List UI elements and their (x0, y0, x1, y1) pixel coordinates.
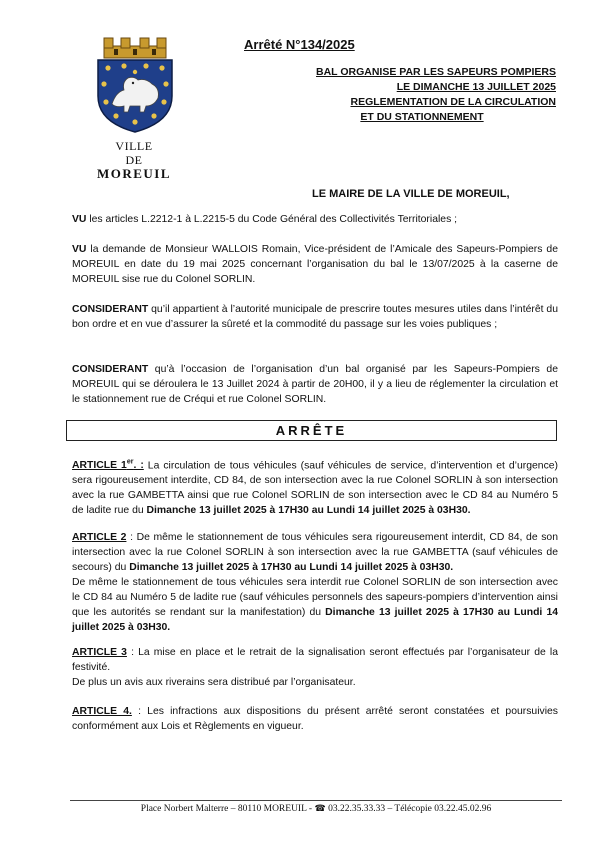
mural-crown (104, 38, 166, 58)
crest-logo (94, 36, 176, 134)
arrete-title: ARRÊTE (275, 423, 348, 438)
considerant-text: qu’à l’occasion de l’organisation d’un bal organisé par les Sapeurs-Pompiers de MOREUIL qui se déroulera le 13 Juillet 2024 à partir de 20H00, il y a lieu de réglementer la circulation et le stationnement rue de Créqui et rue Colonel SORLIN. (72, 364, 558, 405)
footer-address (70, 803, 562, 814)
article-3 (72, 645, 558, 690)
article-1-text: La circulation de tous véhicules (sauf véhicules de service, d’intervention et d’urgence) sera rigoureusement interdite, CD 84, de son intersection avec la rue Colonel SORLIN à son intersection avec la rue GAMBETTA ainsi que rue Colonel SORLIN de son intersection avec le CD 84 au Numéro 5 de ladite rue du (72, 460, 558, 517)
footer-divider (70, 800, 562, 801)
vu-paragraph-1 (72, 212, 558, 227)
phone-icon: ☎ (314, 803, 326, 813)
vu-keyword: VU (72, 244, 87, 255)
maire-heading: LE MAIRE DE LA VILLE DE MOREUIL, (312, 188, 510, 200)
article-2-dates: Dimanche 13 juillet 2025 à 17H30 au Lundi 14 juillet 2025 à 03H30. (129, 562, 454, 573)
town-line-ville: VILLE (115, 139, 153, 153)
header-line-1: BAL ORGANISE PAR LES SAPEURS POMPIERS (316, 66, 556, 78)
article-1 (72, 455, 558, 518)
vu-paragraph-2 (72, 242, 558, 287)
article-3-label: ARTICLE 3 (72, 647, 127, 658)
vu-keyword: VU (72, 214, 87, 225)
article-1-dates: Dimanche 13 juillet 2025 à 17H30 au Lundi 14 juillet 2025 à 03H30. (146, 505, 471, 517)
header-line-3: REGLEMENTATION DE LA CIRCULATION (350, 96, 556, 108)
article-2-text: : De même le stationnement de tous véhicules sera rigoureusement interdit, CD 84, de son intersection avec la rue Colonel SORLIN à son intersection avec la rue GAMBETTA (sauf véhicules de secours) du (72, 532, 558, 573)
vu-text: les articles L.2212-1 à L.2215-5 du Code Général des Collectivités Territoriales ; (86, 214, 458, 225)
considerant-paragraph-1 (72, 302, 558, 332)
footer-phone-text: 03.22.35.33.33 – Télécopie 03.22.45.02.96 (325, 804, 492, 814)
article-3-text-2: De plus un avis aux riverains sera distribué par l’organisateur. (72, 677, 356, 688)
footer-address-text: Place Norbert Malterre – 80110 MOREUIL - (140, 804, 315, 814)
arrete-number: Arrêté N°134/2025 (244, 37, 355, 52)
article-2-dates-2: Dimanche 13 juillet 2025 à 17H30 au Lundi 14 juillet 2025 à 03H30. (72, 607, 559, 633)
article-4 (72, 704, 558, 734)
considerant-keyword: CONSIDERANT (72, 364, 149, 375)
town-line-de: DE (125, 153, 143, 167)
considerant-text: qu’il appartient à l’autorité municipale de prescrire toutes mesures utiles dans l’intérêt du bon ordre et en vue d’assurer la sûreté et la commodité du passage sur les voies publiques ; (72, 304, 558, 330)
town-line-moreuil: MOREUIL (96, 166, 172, 181)
article-4-text: : Les infractions aux dispositions du présent arrêté seront constatées et poursuivies conformément aux Lois et Règlements en vigueur. (72, 706, 558, 732)
article-2-label: ARTICLE 2 (72, 532, 127, 543)
article-2 (72, 530, 558, 635)
header-line-4: ET DU STATIONNEMENT (360, 111, 484, 123)
header-line-2: LE DIMANCHE 13 JUILLET 2025 (396, 81, 556, 93)
article-1-label: ARTICLE 1er. : (72, 459, 144, 472)
considerant-paragraph-2 (72, 362, 558, 407)
article-3-text: : La mise en place et le retrait de la signalisation seront effectués par l’organisateur de la festivité. (72, 647, 558, 673)
vu-text: la demande de Monsieur WALLOIS Romain, Vice-président de l’Amicale des Sapeurs-Pompiers de MOREUIL en date du 19 mai 2025 concernant l’organisation du bal le 13/07/2025 à la caserne de MOREUIL sise rue du Colonel SORLIN. (72, 244, 558, 285)
considerant-keyword: CONSIDERANT (72, 304, 149, 315)
article-4-label: ARTICLE 4. (72, 706, 132, 717)
article-2-text-2: De même le stationnement de tous véhicules sera interdit rue Colonel SORLIN de son intersection avec le CD 84 au Numéro 5 de ladite rue (sauf véhicules personnels des sapeurs-pompiers d’intervention ainsi que les autorités se rendant sur la manifestation) du (72, 577, 558, 618)
